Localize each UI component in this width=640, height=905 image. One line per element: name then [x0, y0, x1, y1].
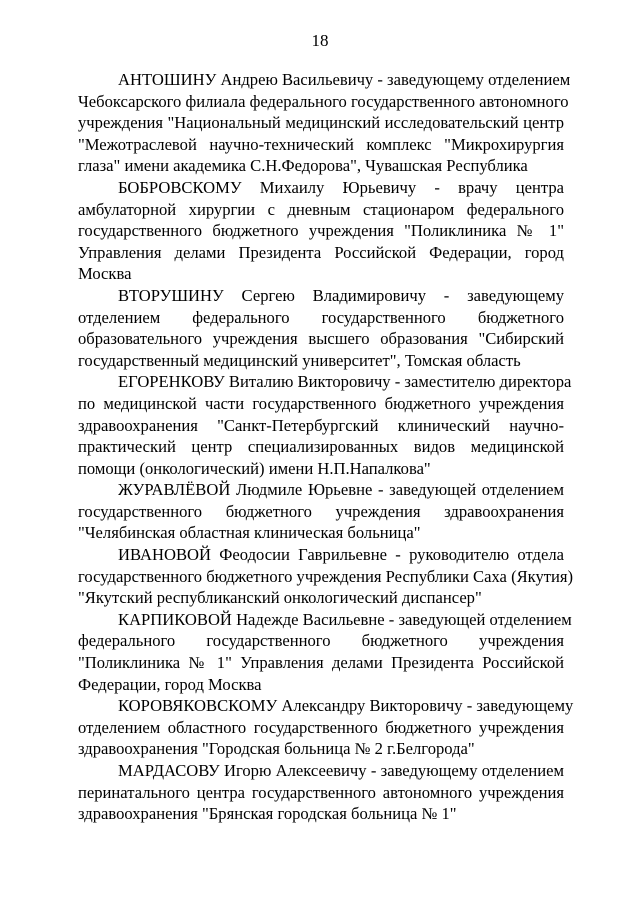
text-line: по медицинской части государственного бюджетного учреждения — [78, 393, 564, 413]
text-line: Чебоксарского филиала федерального государственного автономного — [78, 91, 569, 111]
text-line: отделением областного государственного бюджетного учреждения — [78, 717, 564, 737]
text-line: здравоохранения "Санкт-Петербургский клинический научно- — [78, 415, 564, 435]
award-paragraph — [78, 609, 572, 695]
award-paragraph — [78, 760, 564, 825]
text-line: "Поликлиника № 1" Управления делами Президента Российской — [78, 653, 564, 673]
award-paragraph — [78, 177, 564, 285]
award-paragraph — [78, 695, 574, 760]
text-line: ЖУРАВЛЁВОЙ Людмиле Юрьевне - заведующей отделением — [118, 480, 564, 500]
text-line: государственного бюджетного учреждения Республики Саха (Якутия) — [78, 566, 574, 586]
award-paragraph — [78, 69, 571, 177]
text-line: перинатального центра государственного автономного учреждения — [78, 782, 564, 802]
text-line: помощи (онкологический) имени Н.П.Напалкова" — [78, 458, 431, 478]
text-line: образовательного учреждения высшего образования "Сибирский — [78, 329, 564, 349]
text-line: отделением федерального государственного бюджетного — [78, 307, 564, 327]
text-line: амбулаторной хирургии с дневным стационаром федерального — [78, 199, 564, 219]
award-paragraph — [78, 479, 564, 544]
text-line: Федерации, город Москва — [78, 674, 262, 694]
text-line: ВТОРУШИНУ Сергею Владимировичу - заведующему — [118, 285, 564, 305]
text-line: Управления делами Президента Российской Федерации, город — [78, 242, 564, 262]
text-line: "Челябинская областная клиническая больница" — [78, 523, 421, 543]
text-line: Москва — [78, 264, 132, 284]
text-line: здравоохранения "Брянская городская больница № 1" — [78, 804, 457, 824]
text-line: БОБРОВСКОМУ Михаилу Юрьевичу - врачу центра — [118, 177, 564, 197]
text-line: федерального государственного бюджетного учреждения — [78, 631, 564, 651]
text-line: практический центр специализированных видов медицинской — [78, 437, 564, 457]
text-line: "Межотраслевой научно-технический комплекс "Микрохирургия — [78, 134, 564, 154]
text-line: КАРПИКОВОЙ Надежде Васильевне - заведующей отделением — [118, 609, 572, 629]
text-line: КОРОВЯКОВСКОМУ Александру Викторовичу - заведующему — [118, 696, 574, 716]
text-line: государственный медицинский университет", Томская область — [78, 350, 521, 370]
text-line: АНТОШИНУ Андрею Васильевичу - заведующему отделением — [118, 70, 571, 89]
text-line: ЕГОРЕНКОВУ Виталию Викторовичу - заместителю директора — [118, 372, 572, 392]
document-body — [78, 69, 574, 825]
text-line: глаза" имени академика С.Н.Федорова", Чувашская Республика — [78, 156, 528, 176]
award-paragraph — [78, 371, 572, 479]
award-paragraph — [78, 544, 574, 609]
text-line: государственного бюджетного учреждения здравоохранения — [78, 501, 564, 521]
award-paragraph — [78, 285, 564, 371]
text-line: здравоохранения "Городская больница № 2 г.Белгорода" — [78, 739, 475, 759]
text-line: ИВАНОВОЙ Феодосии Гаврильевне - руководителю отдела — [118, 545, 564, 565]
text-line: учреждения "Национальный медицинский исследовательский центр — [78, 113, 564, 133]
text-line: "Якутский республиканский онкологический диспансер" — [78, 588, 482, 608]
text-line: МАРДАСОВУ Игорю Алексеевичу - заведующему отделением — [118, 761, 564, 780]
page-number: 18 — [311, 31, 329, 50]
text-line: государственного бюджетного учреждения "Поликлиника № 1" — [78, 221, 564, 241]
